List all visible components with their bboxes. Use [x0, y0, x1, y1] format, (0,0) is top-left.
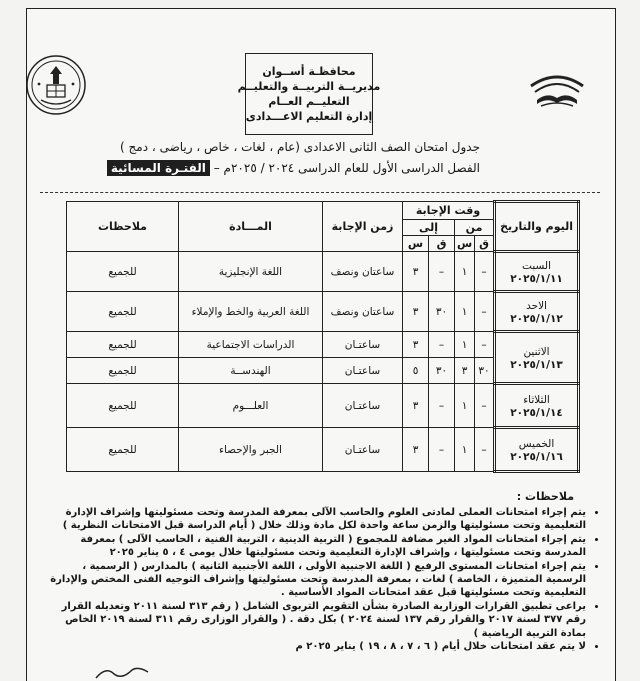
evening-period-badge: الفتـرة المسائية: [107, 160, 210, 176]
note-cell: للجميع: [67, 384, 179, 428]
note-item: • لا يتم عقد امتحانات خلال أيام ( ٦ ، ٧ ، ٨ ، ١٩ ) يناير ٢٠٢٥ م: [44, 640, 586, 653]
table-row: [67, 252, 579, 292]
schedule-subtitle: [110, 161, 480, 175]
table-row: [67, 384, 579, 428]
to-s-cell: ٣: [403, 428, 429, 472]
duration-cell: ساعتـان: [323, 428, 403, 472]
day-date-cell: [495, 428, 579, 472]
from-q-cell: –: [475, 384, 495, 428]
header-from-q: ق: [475, 236, 495, 252]
table-row: [67, 292, 579, 332]
exam-date: ٢٠٢٥/١/١٣: [510, 358, 563, 371]
signature-mark: [92, 664, 152, 680]
day-name: السبت: [522, 259, 552, 272]
to-s-cell: ٣: [403, 384, 429, 428]
from-q-cell: –: [475, 292, 495, 332]
day-date-cell: [495, 332, 579, 384]
from-q-cell: ٣٠: [475, 358, 495, 384]
to-s-cell: ٣: [403, 292, 429, 332]
from-q-cell: –: [475, 252, 495, 292]
org-line-4: إدارة التعليم الاعـــدادى: [245, 110, 373, 123]
to-q-cell: –: [429, 252, 455, 292]
day-date-cell: [495, 292, 579, 332]
day-date-cell: [495, 384, 579, 428]
to-q-cell: –: [429, 428, 455, 472]
header-from: من: [455, 220, 495, 236]
day-name: الاثنين: [523, 345, 550, 358]
org-line-3: التعليــم العــام: [268, 95, 350, 108]
header-to-s: س: [403, 236, 429, 252]
note-item: • يراعى تطبيق القرارات الوزارية الصادرة بشأن التقويم التربوى الشامل ( رقم ٣١٣ لسنة ٢٠١١ وتعديله القرار رقم ٣٧٧ لسنة ٢٠١٧ والقرار رقم ١٣٧ لسنة ٢٠٢٤ ) بكل دقة . ( والقرار الوزارى رقم ٣١١ لسنة ٢٠١٩ الخاص بمادة التربية الرياضية ): [44, 600, 586, 640]
day-name: الثلاثاء: [523, 393, 550, 406]
day-name: الاحد: [526, 299, 547, 312]
schedule-title: جدول امتحان الصف الثانى الاعدادى (عام ، لغات ، خاص ، رياضى ، دمج ): [120, 140, 480, 154]
exam-schedule-table: [66, 200, 580, 473]
note-item: • يتم إجراء امتحانات العملى لمادتى العلوم والحاسب الآلى بمعرفة المدرسة وتحت مسئوليتها وإشراف الإدارة التعليمية وتحت مسئوليتها والزمن ساعة واحدة لكل مادة وذلك خلال ( أيام الدراسة قبل الامتحانات النظرية ): [44, 506, 586, 533]
to-s-cell: ٣: [403, 252, 429, 292]
subject-cell: اللغة العربية والخط والإملاء: [179, 292, 323, 332]
duration-cell: ساعتان ونصف: [323, 292, 403, 332]
exam-date: ٢٠٢٥/١/١١: [510, 272, 563, 285]
org-line-1: محافظـة أســوان: [262, 65, 356, 78]
org-line-2: مديريــة التربيــة والتعليــم: [237, 80, 381, 93]
header-duration: زمن الإجابة: [323, 202, 403, 252]
governorate-emblem-logo: [25, 54, 87, 116]
table-row: [67, 428, 579, 472]
note-cell: للجميع: [67, 292, 179, 332]
duration-cell: ساعتـان: [323, 358, 403, 384]
subject-cell: الهندســة: [179, 358, 323, 384]
subject-cell: الدراسات الاجتماعية: [179, 332, 323, 358]
subject-cell: الجبر والإحصاء: [179, 428, 323, 472]
to-q-cell: ٣٠: [429, 292, 455, 332]
notes-heading: ملاحظات :: [516, 490, 574, 503]
day-name: الخميس: [518, 437, 555, 450]
duration-cell: ساعتـان: [323, 332, 403, 358]
from-s-cell: ٣: [455, 358, 475, 384]
note-cell: للجميع: [67, 252, 179, 292]
day-date-cell: [495, 252, 579, 292]
header-from-s: س: [455, 236, 475, 252]
header-day-date: اليوم والتاريخ: [495, 202, 579, 252]
from-s-cell: ١: [455, 428, 475, 472]
header-subject: المـــادة: [179, 202, 323, 252]
note-item: • يتم إجراء امتحانات المستوى الرفيع ( اللغة الاجنبية الأولى ، اللغة الأجنبية الثانية ) بالمدارس ( الرسمية ، الرسمية المتميزة ، الخاصة ) لغات ، بمعرفة المدرسة وتحت مسئوليتها وإشراف التوجيه الفنى المختص والإدارة التعليمية وتحت مسئوليتها قبل عقد امتحانات المواد الأساسية .: [44, 560, 586, 600]
to-q-cell: ٣٠: [429, 358, 455, 384]
exam-date: ٢٠٢٥/١/١٤: [510, 406, 563, 419]
semester-text: الفصل الدراسى الأول للعام الدراسى ٢٠٢٤ / ٢٠٢٥م –: [213, 161, 480, 175]
note-cell: للجميع: [67, 332, 179, 358]
header-notes: ملاحظات: [67, 202, 179, 252]
note-cell: للجميع: [67, 358, 179, 384]
table-row: [67, 332, 579, 358]
subject-cell: اللغة الإنجليزية: [179, 252, 323, 292]
from-q-cell: –: [475, 332, 495, 358]
header-to: إلى: [403, 220, 455, 236]
from-q-cell: –: [475, 428, 495, 472]
exam-date: ٢٠٢٥/١/١٦: [510, 450, 563, 463]
directorate-header-box: [237, 53, 381, 135]
duration-cell: ساعتـان: [323, 384, 403, 428]
note-cell: للجميع: [67, 428, 179, 472]
from-s-cell: ١: [455, 384, 475, 428]
header-to-q: ق: [429, 236, 455, 252]
exam-date: ٢٠٢٥/١/١٢: [510, 312, 563, 325]
to-q-cell: –: [429, 332, 455, 358]
header-answer-time: وقت الإجابة: [403, 202, 495, 220]
from-s-cell: ١: [455, 252, 475, 292]
dashed-divider: [40, 192, 600, 193]
ministry-book-logo: [527, 66, 587, 112]
notes-list: [44, 506, 600, 653]
subject-cell: العلـــوم: [179, 384, 323, 428]
to-q-cell: –: [429, 384, 455, 428]
duration-cell: ساعتان ونصف: [323, 252, 403, 292]
from-s-cell: ١: [455, 332, 475, 358]
to-s-cell: ٥: [403, 358, 429, 384]
to-s-cell: ٣: [403, 332, 429, 358]
from-s-cell: ١: [455, 292, 475, 332]
note-item: • يتم إجراء امتحانات المواد الغير مضافة للمجموع ( التربية الدينية ، التربية الفنية ، الحاسب الآلى ) بمعرفة المدرسة وتحت مسئوليتها ، وإشراف الإدارة التعليمية وتحت مسئوليتها خلال يومى ٤ ، ٥ يناير ٢٠٢٥: [44, 533, 586, 560]
